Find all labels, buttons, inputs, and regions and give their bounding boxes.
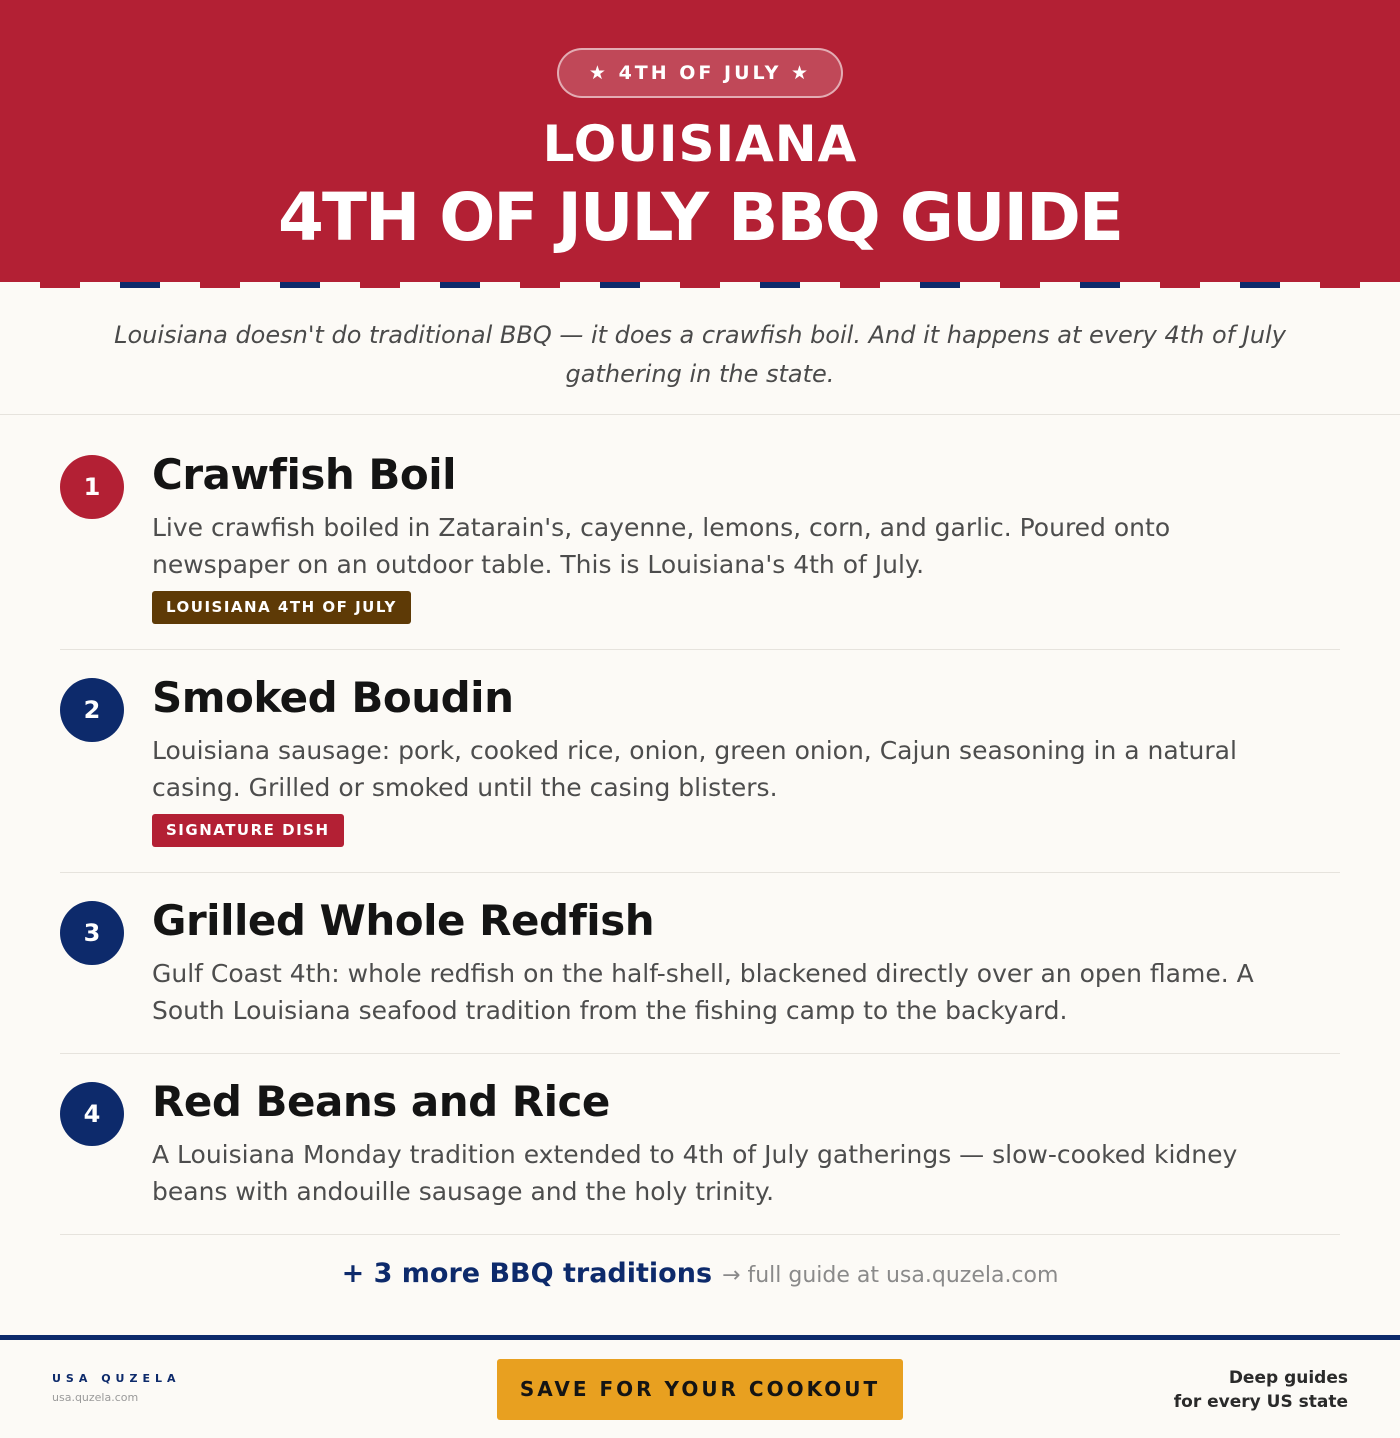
- flag-stripe-divider: [0, 282, 1400, 288]
- item-tag: LOUISIANA 4TH OF JULY: [152, 591, 411, 624]
- item-description: A Louisiana Monday tradition extended to 4th of July gatherings — slow-cooked kidney beans with andouille sausage and the holy trinity.: [152, 1140, 1238, 1206]
- footer-divider: [0, 1335, 1400, 1340]
- tagline-line-2: for every US state: [1173, 1392, 1348, 1412]
- footer-tagline: [1174, 1366, 1348, 1414]
- item-title: Grilled Whole Redfish: [152, 896, 655, 945]
- item-title: Crawfish Boil: [152, 450, 457, 499]
- intro-divider: [0, 414, 1400, 415]
- hero-header: [0, 0, 1400, 288]
- more-traditions-count: + 3 more BBQ traditions: [341, 1258, 713, 1289]
- tagline-line-1: Deep guides: [1228, 1368, 1348, 1388]
- more-traditions-line: [0, 1258, 1400, 1289]
- item-description: Gulf Coast 4th: whole redfish on the half-shell, blackened directly over an open flame. A South Louisiana seafood tradition from the fishing camp to the backyard.: [152, 959, 1254, 1025]
- item-divider: [60, 649, 1340, 650]
- item-divider: [60, 1234, 1340, 1235]
- full-guide-link[interactable]: → full guide at usa.quzela.com: [722, 1263, 1059, 1288]
- item-description: Louisiana sausage: pork, cooked rice, onion, green onion, Cajun seasoning in a natural casing. Grilled or smoked until the casing blisters.: [152, 736, 1237, 802]
- intro-text: Louisiana doesn't do traditional BBQ — it does a crawfish boil. And it happens at every 4th of July gathering in the state.: [114, 321, 1286, 388]
- item-number-badge: 1: [60, 455, 124, 519]
- item-divider: [60, 1053, 1340, 1054]
- item-number-badge: 3: [60, 901, 124, 965]
- page-title: 4TH OF JULY BBQ GUIDE: [278, 179, 1122, 256]
- item-tag: SIGNATURE DISH: [152, 814, 344, 847]
- item-description: Live crawfish boiled in Zatarain's, cayenne, lemons, corn, and garlic. Poured onto newspaper on an outdoor table. This is Louisiana's 4th of July.: [152, 513, 1171, 579]
- brand-name: USA QUZELA: [52, 1372, 181, 1385]
- state-title: LOUISIANA: [542, 115, 858, 173]
- item-title: Smoked Boudin: [152, 673, 514, 722]
- item-divider: [60, 872, 1340, 873]
- item-title: Red Beans and Rice: [152, 1077, 610, 1126]
- save-for-cookout-button[interactable]: SAVE FOR YOUR COOKOUT: [497, 1359, 903, 1420]
- brand-url: usa.quzela.com: [52, 1391, 139, 1404]
- item-number-badge: 4: [60, 1082, 124, 1146]
- item-number-badge: 2: [60, 678, 124, 742]
- holiday-badge: ★ 4TH OF JULY ★: [557, 48, 843, 98]
